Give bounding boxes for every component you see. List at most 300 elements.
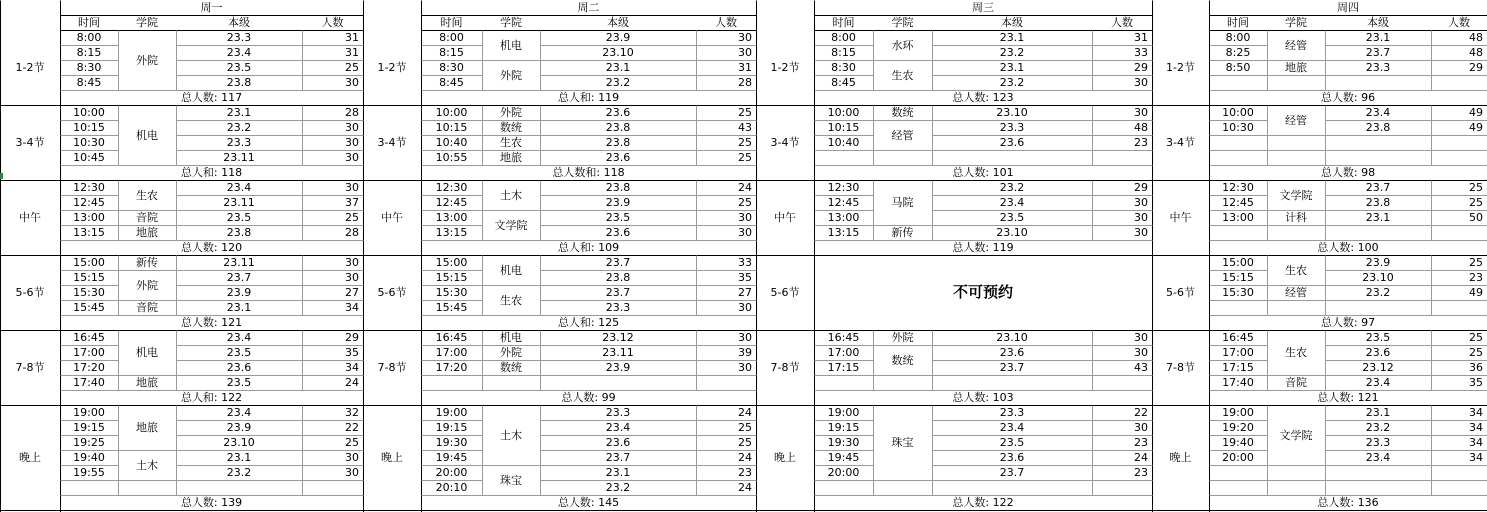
count-cell: 25 xyxy=(1469,346,1483,359)
time-cell: 13:15 xyxy=(73,226,105,239)
time-cell: 13:15 xyxy=(435,226,468,239)
count-cell: 23 xyxy=(1469,271,1483,284)
period-label: 7-8节 xyxy=(770,361,800,374)
count-cell: 30 xyxy=(738,331,752,344)
time-cell: 16:45 xyxy=(73,331,105,344)
grade-cell xyxy=(176,480,302,495)
grade-cell: 23.5 xyxy=(999,211,1025,224)
grade-cell xyxy=(1325,300,1431,315)
grade-cell: 23.3 xyxy=(1365,436,1391,449)
column-header-college: 学院 xyxy=(136,16,158,29)
count-cell: 30 xyxy=(1134,76,1148,89)
grade-cell: 23.6 xyxy=(1365,346,1391,359)
time-cell: 10:30 xyxy=(73,136,105,149)
time-cell: 20:10 xyxy=(435,481,468,494)
time-cell: 19:40 xyxy=(1222,436,1254,449)
grade-cell: 23.1 xyxy=(1365,31,1391,44)
count-cell: 30 xyxy=(345,76,359,89)
college-cell: 生农 xyxy=(891,68,914,82)
grade-cell: 23.11 xyxy=(602,346,634,359)
time-cell: 19:40 xyxy=(73,451,105,464)
time-cell: 17:15 xyxy=(1222,361,1254,374)
time-cell: 15:30 xyxy=(435,286,468,299)
grade-cell: 23.3 xyxy=(605,301,631,314)
college-cell: 经管 xyxy=(1285,286,1307,299)
grade-cell: 23.12 xyxy=(1362,361,1394,374)
college-cell: 地旅 xyxy=(1285,61,1307,74)
college-cell: 珠宝 xyxy=(500,473,522,487)
time-cell: 12:45 xyxy=(73,196,105,209)
count-cell: 34 xyxy=(1469,436,1483,449)
day-header: 周二 xyxy=(577,1,600,14)
grade-cell: 23.9 xyxy=(605,31,631,44)
count-cell: 31 xyxy=(345,46,359,59)
count-cell: 30 xyxy=(1134,331,1148,344)
count-cell: 30 xyxy=(345,136,359,149)
period-total: 总人数: 101 xyxy=(952,166,1014,179)
count-cell: 30 xyxy=(345,451,359,464)
count-cell: 28 xyxy=(345,226,359,239)
count-cell: 24 xyxy=(738,451,752,464)
time-cell: 17:20 xyxy=(73,361,105,374)
column-header-count: 人数 xyxy=(715,16,737,29)
time-cell: 13:00 xyxy=(73,211,105,224)
grade-cell: 23.5 xyxy=(999,436,1025,449)
count-cell: 27 xyxy=(345,286,359,299)
time-cell: 12:30 xyxy=(827,181,860,194)
period-total: 总人和: 118 xyxy=(180,166,243,179)
grade-cell xyxy=(1325,225,1431,240)
time-cell: 10:00 xyxy=(435,106,468,119)
time-cell: 19:45 xyxy=(435,451,468,464)
count-cell: 50 xyxy=(1469,211,1483,224)
grade-cell: 23.10 xyxy=(996,331,1028,344)
period-label: 晚上 xyxy=(381,451,403,464)
count-cell: 30 xyxy=(1134,226,1148,239)
grade-cell: 23.10 xyxy=(1362,271,1394,284)
count-cell: 25 xyxy=(345,211,359,224)
time-cell xyxy=(60,480,118,495)
grade-cell: 23.6 xyxy=(605,106,631,119)
period-total: 总人和: 125 xyxy=(557,316,620,329)
period-label: 3-4节 xyxy=(15,136,45,149)
time-cell: 15:15 xyxy=(435,271,468,284)
grade-cell: 23.6 xyxy=(999,451,1025,464)
column-header-grade: 本级 xyxy=(228,16,250,29)
count-cell xyxy=(1092,150,1152,165)
college-cell: 生农 xyxy=(500,293,522,307)
grade-cell: 23.1 xyxy=(999,31,1025,44)
count-cell: 25 xyxy=(1469,331,1483,344)
time-cell: 15:00 xyxy=(73,256,105,269)
count-cell: 37 xyxy=(345,196,359,209)
college-cell: 珠宝 xyxy=(891,436,914,449)
count-cell: 25 xyxy=(738,196,752,209)
period-label: 7-8节 xyxy=(377,361,407,374)
time-cell: 8:25 xyxy=(1225,46,1251,59)
count-cell: 33 xyxy=(738,256,752,269)
count-cell: 35 xyxy=(738,271,752,284)
college-cell: 音院 xyxy=(136,211,158,224)
count-cell: 33 xyxy=(1134,46,1148,59)
time-cell: 8:00 xyxy=(1225,31,1251,44)
college-cell: 土木 xyxy=(136,458,158,472)
period-label: 3-4节 xyxy=(770,136,800,149)
grade-cell: 23.1 xyxy=(1365,406,1391,419)
count-cell: 29 xyxy=(1134,61,1148,74)
count-cell: 28 xyxy=(738,76,752,89)
count-cell: 49 xyxy=(1469,286,1483,299)
count-cell: 34 xyxy=(1469,421,1483,434)
count-cell: 30 xyxy=(1134,196,1148,209)
time-cell xyxy=(1209,465,1267,480)
college-cell: 数统 xyxy=(500,121,522,134)
count-cell: 30 xyxy=(738,31,752,44)
grade-cell: 23.5 xyxy=(1365,331,1391,344)
time-cell: 19:00 xyxy=(1222,406,1254,419)
grade-cell: 23.4 xyxy=(999,196,1025,209)
grade-cell xyxy=(932,375,1092,390)
time-cell: 15:30 xyxy=(1222,286,1254,299)
count-cell xyxy=(1431,465,1487,480)
time-cell: 13:00 xyxy=(435,211,468,224)
grade-cell: 23.6 xyxy=(226,361,252,374)
college-cell: 土木 xyxy=(500,428,522,442)
time-cell: 13:00 xyxy=(1222,211,1254,224)
college-cell: 外院 xyxy=(136,278,158,292)
count-cell: 30 xyxy=(738,46,752,59)
count-cell: 24 xyxy=(345,376,359,389)
grade-cell: 23.2 xyxy=(999,181,1025,194)
count-cell: 24 xyxy=(1134,451,1148,464)
grade-cell: 23.7 xyxy=(999,466,1025,479)
college-cell: 地旅 xyxy=(500,151,522,164)
count-cell: 30 xyxy=(1134,346,1148,359)
column-header-grade: 本级 xyxy=(1367,16,1389,29)
grade-cell: 23.6 xyxy=(999,136,1025,149)
grade-cell: 23.5 xyxy=(226,211,252,224)
period-total: 总人和: 109 xyxy=(557,241,620,254)
college-cell: 生农 xyxy=(500,136,522,149)
grade-cell: 23.7 xyxy=(605,451,631,464)
period-total: 总人数: 98 xyxy=(1320,166,1376,179)
time-cell: 8:45 xyxy=(831,76,856,89)
column-header-college: 学院 xyxy=(1285,16,1307,29)
grade-cell: 23.8 xyxy=(605,181,631,194)
count-cell: 27 xyxy=(738,286,752,299)
time-cell: 19:15 xyxy=(827,421,860,434)
grade-cell: 23.11 xyxy=(223,151,255,164)
time-cell: 15:15 xyxy=(73,271,105,284)
college-cell: 数统 xyxy=(500,361,522,374)
grade-cell: 23.4 xyxy=(226,181,252,194)
grade-cell: 23.5 xyxy=(226,376,252,389)
period-total: 总人数和: 118 xyxy=(552,166,625,179)
period-total: 总人数: 99 xyxy=(561,391,616,404)
column-header-time: 时间 xyxy=(78,16,100,29)
grade-cell: 23.4 xyxy=(226,331,252,344)
period-total: 总人数: 136 xyxy=(1317,496,1379,509)
time-cell: 19:25 xyxy=(73,436,105,449)
grade-cell: 23.6 xyxy=(605,226,631,239)
grade-cell xyxy=(1325,135,1431,150)
count-cell: 34 xyxy=(345,301,359,314)
grade-cell: 23.1 xyxy=(226,106,252,119)
grade-cell: 23.2 xyxy=(226,121,252,134)
college-cell: 音院 xyxy=(1285,376,1307,389)
time-cell: 17:00 xyxy=(1222,346,1254,359)
time-cell xyxy=(1209,300,1267,315)
count-cell: 23 xyxy=(1134,466,1148,479)
period-total: 总人数: 139 xyxy=(180,496,243,509)
grade-cell: 23.4 xyxy=(1365,106,1391,119)
period-total: 总人数: 120 xyxy=(180,241,243,254)
column-header-count: 人数 xyxy=(1448,16,1470,29)
column-header-count: 人数 xyxy=(1111,16,1133,29)
column-header-college: 学院 xyxy=(891,16,914,29)
time-cell: 10:40 xyxy=(435,136,468,149)
time-cell: 19:20 xyxy=(1222,421,1254,434)
college-cell: 地旅 xyxy=(136,421,158,434)
period-total: 总人数: 103 xyxy=(952,391,1014,404)
count-cell: 30 xyxy=(345,181,359,194)
grade-cell: 23.7 xyxy=(605,286,631,299)
grade-cell: 23.4 xyxy=(605,421,631,434)
count-cell xyxy=(1431,135,1487,150)
column-header-grade: 本级 xyxy=(1001,16,1023,29)
count-cell: 25 xyxy=(738,151,752,164)
time-cell: 19:15 xyxy=(435,421,468,434)
time-cell: 10:30 xyxy=(1222,121,1254,134)
count-cell: 31 xyxy=(738,61,752,74)
time-cell: 8:00 xyxy=(76,31,102,44)
time-cell: 12:30 xyxy=(1222,181,1254,194)
count-cell: 30 xyxy=(345,151,359,164)
college-cell: 音院 xyxy=(136,301,158,314)
college-cell: 机电 xyxy=(136,346,158,359)
count-cell: 49 xyxy=(1469,121,1483,134)
period-total: 总人数: 100 xyxy=(1317,241,1379,254)
period-label: 1-2节 xyxy=(15,61,45,74)
period-label: 3-4节 xyxy=(1166,136,1195,149)
grade-cell xyxy=(1325,465,1431,480)
grade-cell: 23.1 xyxy=(605,466,631,479)
college-cell: 水环 xyxy=(891,38,914,52)
grade-cell: 23.3 xyxy=(226,31,252,44)
grade-cell: 23.4 xyxy=(1365,451,1391,464)
period-label: 中午 xyxy=(381,211,403,224)
grade-cell: 23.8 xyxy=(1365,121,1391,134)
count-cell: 30 xyxy=(738,226,752,239)
time-cell: 16:45 xyxy=(1222,331,1254,344)
college-cell: 地旅 xyxy=(136,376,158,389)
count-cell: 22 xyxy=(1134,406,1148,419)
count-cell: 43 xyxy=(1134,361,1148,374)
count-cell: 30 xyxy=(738,361,752,374)
count-cell: 36 xyxy=(1469,361,1483,374)
count-cell: 35 xyxy=(1469,376,1483,389)
count-cell xyxy=(1092,480,1152,495)
count-cell: 23 xyxy=(738,466,752,479)
period-label: 7-8节 xyxy=(1166,361,1195,374)
grade-cell: 23.4 xyxy=(226,406,252,419)
grade-cell: 23.7 xyxy=(226,271,252,284)
time-cell: 19:15 xyxy=(73,421,105,434)
count-cell: 30 xyxy=(345,271,359,284)
grade-cell: 23.8 xyxy=(226,76,252,89)
count-cell: 30 xyxy=(1134,211,1148,224)
period-total: 总人数: 145 xyxy=(557,496,620,509)
grade-cell: 23.10 xyxy=(223,436,255,449)
count-cell: 30 xyxy=(345,121,359,134)
day-header: 周一 xyxy=(200,1,223,14)
college-cell: 外院 xyxy=(500,346,522,359)
grade-cell: 23.1 xyxy=(1365,211,1391,224)
period-label: 中午 xyxy=(774,211,796,224)
time-cell: 20:00 xyxy=(827,466,860,479)
period-label: 3-4节 xyxy=(377,136,407,149)
time-cell: 8:15 xyxy=(76,46,102,59)
college-cell: 数统 xyxy=(891,353,914,367)
time-cell: 15:00 xyxy=(435,256,468,269)
college-cell: 经管 xyxy=(891,128,914,142)
college-cell: 外院 xyxy=(891,331,914,344)
period-total: 总人数: 97 xyxy=(1320,316,1376,329)
column-header-grade: 本级 xyxy=(607,16,629,29)
column-header-time: 时间 xyxy=(1227,16,1249,29)
time-cell: 10:40 xyxy=(827,136,860,149)
college-cell: 文学院 xyxy=(1279,428,1313,442)
time-cell: 10:00 xyxy=(73,106,105,119)
period-label: 1-2节 xyxy=(1166,61,1195,74)
count-cell: 25 xyxy=(738,421,752,434)
time-cell xyxy=(1209,150,1267,165)
time-cell: 15:30 xyxy=(73,286,105,299)
grade-cell: 23.6 xyxy=(605,436,631,449)
college-cell: 外院 xyxy=(136,53,158,67)
count-cell: 35 xyxy=(345,346,359,359)
time-cell: 19:45 xyxy=(827,451,860,464)
period-total: 总人数: 96 xyxy=(1320,91,1376,104)
college-cell: 外院 xyxy=(500,106,522,119)
college-cell: 文学院 xyxy=(494,218,528,232)
grade-cell: 23.2 xyxy=(999,46,1025,59)
grade-cell: 23.8 xyxy=(605,271,631,284)
count-cell: 25 xyxy=(1469,196,1483,209)
time-cell: 19:30 xyxy=(827,436,860,449)
time-cell: 10:45 xyxy=(73,151,105,164)
time-cell: 17:40 xyxy=(1222,376,1254,389)
time-cell: 12:45 xyxy=(435,196,468,209)
grade-cell: 23.1 xyxy=(999,61,1025,74)
count-cell: 25 xyxy=(345,61,359,74)
grade-cell: 23.2 xyxy=(605,481,631,494)
day-header: 周三 xyxy=(972,1,994,14)
college-cell: 新传 xyxy=(136,256,158,269)
grade-cell: 23.6 xyxy=(999,346,1025,359)
column-header-time: 时间 xyxy=(832,16,855,29)
count-cell: 30 xyxy=(738,301,752,314)
grade-cell xyxy=(932,480,1092,495)
grade-cell xyxy=(1325,150,1431,165)
time-cell: 8:30 xyxy=(831,61,856,74)
grade-cell: 23.3 xyxy=(1365,61,1391,74)
college-cell: 机电 xyxy=(500,38,522,52)
grade-cell: 23.1 xyxy=(226,301,252,314)
count-cell: 24 xyxy=(738,481,752,494)
time-cell: 17:00 xyxy=(827,346,860,359)
grade-cell: 23.8 xyxy=(605,121,631,134)
time-cell: 13:15 xyxy=(827,226,860,239)
time-cell: 12:30 xyxy=(73,181,105,194)
grade-cell xyxy=(932,150,1092,165)
grade-cell: 23.9 xyxy=(605,196,631,209)
count-cell xyxy=(1431,150,1487,165)
count-cell xyxy=(1431,300,1487,315)
time-cell: 16:45 xyxy=(435,331,468,344)
column-header-count: 人数 xyxy=(321,16,344,29)
grade-cell: 23.4 xyxy=(226,46,252,59)
count-cell: 39 xyxy=(738,346,752,359)
time-cell: 17:00 xyxy=(73,346,105,359)
college-cell: 外院 xyxy=(500,68,522,82)
grade-cell: 23.9 xyxy=(1365,256,1391,269)
column-header-college: 学院 xyxy=(500,16,522,29)
time-cell: 8:30 xyxy=(76,61,102,74)
count-cell: 31 xyxy=(1134,31,1148,44)
count-cell: 34 xyxy=(1469,406,1483,419)
count-cell xyxy=(696,375,756,390)
period-label: 5-6节 xyxy=(15,286,45,299)
time-cell: 10:15 xyxy=(73,121,105,134)
period-total: 总人数: 117 xyxy=(180,91,243,104)
college-cell: 文学院 xyxy=(1279,188,1313,202)
grade-cell: 23.3 xyxy=(226,136,252,149)
count-cell: 30 xyxy=(345,466,359,479)
time-cell: 19:30 xyxy=(435,436,468,449)
grade-cell: 23.10 xyxy=(996,106,1028,119)
time-cell: 15:15 xyxy=(1222,271,1254,284)
time-cell: 12:45 xyxy=(1222,196,1254,209)
grade-cell: 23.2 xyxy=(226,466,252,479)
college-cell: 机电 xyxy=(500,331,522,344)
period-label: 5-6节 xyxy=(1166,286,1195,299)
count-cell: 48 xyxy=(1469,31,1483,44)
count-cell: 30 xyxy=(345,256,359,269)
college-cell: 数统 xyxy=(891,106,914,119)
college-cell: 经管 xyxy=(1285,38,1307,52)
count-cell: 28 xyxy=(345,106,359,119)
count-cell: 25 xyxy=(738,436,752,449)
time-cell: 12:45 xyxy=(827,196,860,209)
grade-cell: 23.12 xyxy=(602,331,634,344)
time-cell: 17:20 xyxy=(435,361,468,374)
count-cell: 25 xyxy=(1469,181,1483,194)
grade-cell: 23.8 xyxy=(1365,196,1391,209)
time-cell: 10:00 xyxy=(1222,106,1254,119)
count-cell: 25 xyxy=(345,436,359,449)
college-cell: 经管 xyxy=(1285,113,1307,127)
grade-cell xyxy=(1325,75,1431,90)
grade-cell xyxy=(540,375,696,390)
college-cell: 地旅 xyxy=(136,226,158,239)
time-cell xyxy=(1209,135,1267,150)
count-cell xyxy=(302,480,363,495)
count-cell: 48 xyxy=(1469,46,1483,59)
college-cell: 生农 xyxy=(136,188,158,202)
time-cell: 19:55 xyxy=(73,466,105,479)
count-cell: 30 xyxy=(738,211,752,224)
